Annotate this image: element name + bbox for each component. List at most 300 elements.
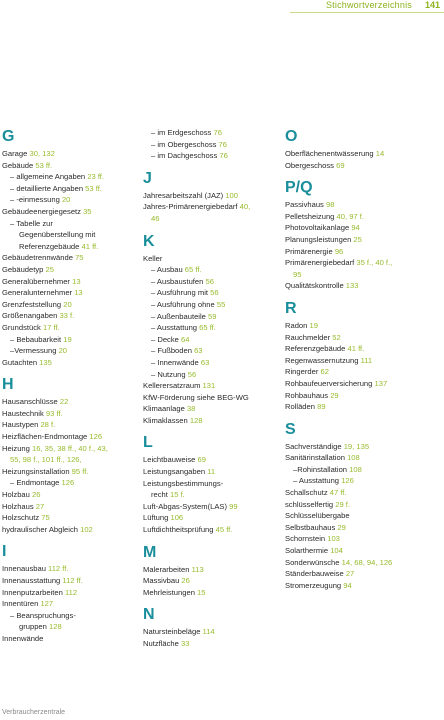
index-page-refs: 59 <box>208 311 217 321</box>
index-term: Größenangaben <box>2 311 58 321</box>
index-term: Massivbau <box>143 576 180 586</box>
index-term: –Rohinstallation <box>293 464 348 474</box>
index-page-refs: 16, 35, 38 ff., 40 f., 43, <box>32 443 108 453</box>
index-entry <box>285 510 420 522</box>
index-entry <box>2 466 137 478</box>
index-entry <box>143 369 278 381</box>
index-term: Referenzgebäude <box>19 241 80 251</box>
index-term: – -einmessung <box>10 195 60 205</box>
index-entry <box>2 183 137 195</box>
index-term: Radon <box>285 320 308 330</box>
index-column-1 <box>2 127 137 645</box>
index-term: Garage <box>2 149 28 158</box>
index-entry <box>2 160 137 172</box>
index-entry <box>2 252 137 264</box>
index-term: Pelletsheizung <box>285 211 335 221</box>
index-term: – Endmontage <box>10 478 60 488</box>
index-entry <box>285 199 420 211</box>
index-entry <box>285 222 420 234</box>
index-page-refs: 65 ff. <box>199 323 216 333</box>
index-page-refs: 137 <box>374 378 388 388</box>
index-entry <box>2 206 137 218</box>
index-term: Holzhaus <box>2 501 34 511</box>
index-entry <box>2 218 137 230</box>
index-entry <box>143 501 278 513</box>
index-term: – Ausbau <box>151 265 183 275</box>
index-entry <box>2 501 137 513</box>
index-entry <box>285 234 420 246</box>
index-term: – Tabelle zur <box>10 218 53 228</box>
index-page-refs: 33 f. <box>59 311 75 321</box>
section-title: Stichwortverzeichnis <box>325 0 412 10</box>
index-page-refs: 19 <box>309 320 318 330</box>
index-term: Gegenüberstellung mit <box>19 230 96 240</box>
index-page-refs: 11 <box>207 467 216 477</box>
index-entry <box>143 403 278 415</box>
index-entry <box>143 380 278 392</box>
index-entry <box>2 396 137 408</box>
index-entry <box>143 454 278 466</box>
index-entry <box>143 575 278 587</box>
index-page-refs: 96 <box>334 246 344 256</box>
index-page-refs: 17 ff. <box>42 322 60 332</box>
index-term: Gebäudeenergiegesetz <box>2 206 81 216</box>
index-page-refs: 133 <box>345 281 359 291</box>
index-term: – im Dachgeschoss <box>151 151 218 161</box>
index-page-refs: 14 <box>375 149 385 158</box>
index-term: – Nutzung <box>151 369 186 379</box>
index-page-refs: 65 ff. <box>184 265 202 275</box>
index-term: Nutzfläche <box>143 639 179 648</box>
index-page-refs: 94 <box>351 223 360 233</box>
index-page-refs: 126 <box>89 432 103 442</box>
index-term: Photovoltaikanlage <box>285 223 350 233</box>
index-letter-heading: P/Q <box>285 179 313 197</box>
index-term: Innenputzarbeiten <box>2 587 63 597</box>
index-entry <box>2 322 137 334</box>
index-entry <box>2 563 137 575</box>
index-page-refs: 135 <box>39 357 52 367</box>
index-page-refs: 53 ff. <box>85 183 102 193</box>
index-entry <box>2 287 137 299</box>
index-term: Rolläden <box>285 402 315 412</box>
index-entry <box>2 299 137 311</box>
index-term: – Bebaubarkeit <box>10 334 62 344</box>
index-page-refs: 62 <box>320 367 329 377</box>
index-page-refs: 40, 97 f. <box>336 211 364 221</box>
index-entry <box>2 357 137 369</box>
index-page-refs: 20 <box>63 299 72 309</box>
index-page-refs: 25 <box>353 234 362 244</box>
index-page-refs: 41 ff. <box>347 344 365 354</box>
index-term: Mehrleistungen <box>143 587 195 597</box>
index-page-refs: 22 <box>59 397 69 407</box>
index-entry <box>2 194 137 206</box>
index-term: – im Erdgeschoss <box>151 128 212 137</box>
index-page-refs: 76 <box>213 128 222 137</box>
index-term: Haustechnik <box>2 408 44 418</box>
index-page-refs: 104 <box>330 546 343 556</box>
index-term: Jahresarbeitszahl (JAZ) <box>143 190 224 200</box>
index-entry <box>143 466 278 478</box>
index-term: – im Obergeschoss <box>151 139 217 149</box>
index-term: Heizung <box>2 443 30 453</box>
index-term: – Decke <box>151 334 179 344</box>
index-page-refs: 103 <box>327 534 340 544</box>
index-entry <box>285 464 420 476</box>
index-page-refs: 126 <box>61 478 75 488</box>
index-term: Grundstück <box>2 322 41 332</box>
index-term: Sachverständige <box>285 441 342 451</box>
index-page-refs: 29 <box>337 522 346 532</box>
index-entry <box>143 150 278 162</box>
index-page-refs: 28 f. <box>40 420 56 430</box>
index-entry <box>285 378 420 390</box>
index-page-refs: 33 <box>181 639 190 648</box>
index-term: Jahres-Primärenergiebedarf <box>143 202 238 212</box>
index-entry <box>143 213 278 225</box>
index-term: Heizflächen-Endmontage <box>2 432 88 442</box>
index-entry <box>143 524 278 536</box>
index-page-refs: 26 <box>32 490 41 500</box>
index-entry <box>285 269 420 281</box>
index-entry <box>285 580 420 592</box>
index-page-refs: 108 <box>349 464 362 474</box>
index-entry <box>143 276 278 288</box>
index-term: Schornstein <box>285 534 326 544</box>
index-entry <box>143 287 278 299</box>
index-page-refs: 75 <box>75 253 84 263</box>
index-page-refs: 29 f. <box>335 499 351 509</box>
index-entry <box>2 598 137 610</box>
index-page-refs: 38 <box>186 404 196 414</box>
index-letter-heading: R <box>285 299 297 317</box>
index-page-refs: 98 <box>325 200 335 210</box>
index-term: Sonderwünsche <box>285 557 340 567</box>
index-term: Lüftung <box>143 513 169 523</box>
index-entry <box>2 148 137 160</box>
index-term: Innenwände <box>2 633 44 643</box>
index-entry <box>285 160 420 172</box>
index-term: Innentüren <box>2 599 39 609</box>
index-entry <box>143 264 278 276</box>
index-entry <box>143 489 278 501</box>
index-entry <box>2 610 137 622</box>
index-page-refs: 27 <box>345 569 355 579</box>
index-entry <box>2 241 137 253</box>
index-entry <box>285 533 420 545</box>
index-entry <box>143 512 278 524</box>
index-page-refs: 56 <box>187 369 197 379</box>
index-page-refs: 127 <box>40 599 54 609</box>
index-entry <box>285 522 420 534</box>
index-entry <box>2 621 137 633</box>
index-column-3 <box>285 127 420 591</box>
index-entry <box>143 478 278 490</box>
index-page-refs: 100 <box>225 190 238 200</box>
index-page-refs: 35 <box>83 206 92 216</box>
index-term: Leichtbauweise <box>143 455 196 465</box>
index-page-refs: 94 <box>343 580 352 590</box>
index-entry <box>143 322 278 334</box>
index-page-refs: 40, <box>239 202 251 212</box>
index-entry <box>143 564 278 576</box>
index-entry <box>285 320 420 332</box>
index-page-refs: 112 ff. <box>48 564 69 574</box>
index-entry <box>2 575 137 587</box>
index-page-refs: 23 ff. <box>87 172 105 182</box>
index-entry <box>2 171 137 183</box>
index-letter-heading: K <box>143 232 155 250</box>
index-entry <box>285 257 420 269</box>
index-page-refs: 89 <box>317 402 326 412</box>
index-term: – Ausstattung <box>293 476 340 486</box>
index-entry <box>285 343 420 355</box>
index-entry <box>285 211 420 223</box>
index-entry <box>2 264 137 276</box>
index-entry <box>285 246 420 258</box>
index-page-refs: 76 <box>218 139 227 149</box>
index-entry <box>143 201 278 213</box>
index-entry <box>2 489 137 501</box>
index-page-refs: 19, 135 <box>343 441 370 451</box>
index-term: –Vermessung <box>10 346 57 356</box>
index-page-refs: 56 <box>205 276 214 286</box>
index-page-refs: 131 <box>202 381 216 391</box>
index-term: Gebäudetyp <box>2 264 44 274</box>
index-term: – Ausbaustufen <box>151 276 204 286</box>
index-entry <box>143 334 278 346</box>
index-page-refs: 13 <box>72 276 81 286</box>
index-page-refs: 30, 132 <box>29 149 55 158</box>
index-page-refs: 29 <box>330 390 339 400</box>
index-page-refs: 15 <box>197 587 206 597</box>
index-entry <box>2 633 137 645</box>
index-page-refs: 41 ff. <box>81 241 99 251</box>
index-term: – Innenwände <box>151 357 199 367</box>
index-term: Natursteinbeläge <box>143 627 201 637</box>
index-page-refs: 69 <box>336 160 345 170</box>
index-term: Holzschutz <box>2 513 40 523</box>
index-entry <box>143 638 278 650</box>
index-page-refs: 95 ff. <box>71 466 89 476</box>
index-entry <box>143 587 278 599</box>
index-term: – Ausführung ohne <box>151 299 215 309</box>
index-term: Regenwassernutzung <box>285 355 359 365</box>
index-term: – Ausstattung <box>151 323 198 333</box>
index-page-refs: 35 f., 40 f., <box>356 258 393 268</box>
index-term: Kellerersatzraum <box>143 381 201 391</box>
index-term: recht <box>151 490 168 500</box>
index-page-refs: 20 <box>61 195 71 205</box>
index-letter-heading: S <box>285 420 296 438</box>
index-term: Rauchmelder <box>285 332 331 342</box>
index-term: Primärenergiebedarf <box>285 258 355 268</box>
index-entry <box>2 310 137 322</box>
index-page-refs: 75 <box>41 513 50 523</box>
index-page-refs: 126 <box>341 476 354 486</box>
index-term: Klimaklassen <box>143 415 188 425</box>
index-term: Schlüsselübergabe <box>285 511 350 521</box>
index-letter-heading: L <box>143 434 153 452</box>
index-entry <box>285 568 420 580</box>
index-page-refs: 93 ff. <box>45 408 63 418</box>
index-entry <box>143 415 278 427</box>
index-page-refs: 111 <box>360 355 373 365</box>
index-term: Gebäude <box>2 160 34 170</box>
index-page-refs: 25 <box>45 264 54 274</box>
index-page-refs: 102 <box>80 524 93 534</box>
index-entry <box>143 253 278 265</box>
index-term: – Außenbauteile <box>151 311 206 321</box>
index-term: Ständerbauweise <box>285 569 344 579</box>
index-entry <box>2 419 137 431</box>
index-page-refs: 108 <box>347 453 360 463</box>
index-entry <box>285 557 420 569</box>
index-page-refs: 112 <box>64 587 78 597</box>
header-rule <box>290 12 444 13</box>
index-term: – allgemeine Angaben <box>10 172 86 182</box>
index-letter-heading: I <box>2 543 7 561</box>
index-entry <box>2 443 137 455</box>
index-page-refs: 95 <box>293 269 302 279</box>
index-term: Klimaanlage <box>143 404 185 414</box>
index-column-2 <box>143 127 278 650</box>
index-term: hydraulischer Abgleich <box>2 524 78 534</box>
index-entry <box>143 626 278 638</box>
index-page-refs: 106 <box>170 513 184 523</box>
index-page-refs: 20 <box>58 346 68 356</box>
index-term: Luft-Abgas-System(LAS) <box>143 501 227 511</box>
index-term: Stromerzeugung <box>285 580 342 590</box>
index-page-refs: 114 <box>202 627 215 637</box>
index-page-refs: 15 f. <box>170 490 185 500</box>
index-term: Luftdichtheitsprüfung <box>143 525 214 535</box>
index-page-refs: 128 <box>49 622 62 632</box>
index-entry <box>143 357 278 369</box>
index-term: Oberflächenentwässerung <box>285 149 374 158</box>
index-term: Generalübernehmer <box>2 276 70 286</box>
index-term: Planungsleistungen <box>285 234 352 244</box>
index-entry <box>2 229 137 241</box>
index-term: Rohbauhaus <box>285 390 329 400</box>
index-page-refs: 63 <box>194 346 203 356</box>
index-term: Innenausbau <box>2 564 46 574</box>
index-entry <box>2 454 137 466</box>
index-page-refs: 52 <box>332 332 341 342</box>
index-entry <box>2 512 137 524</box>
index-term: Rohbaufeuerversicherung <box>285 378 373 388</box>
index-page-refs: 55 <box>216 299 226 309</box>
index-letter-heading: H <box>2 376 14 394</box>
footer-publisher: Verbraucherzentrale <box>2 709 66 716</box>
index-term: – Beanspruchungs- <box>10 610 76 620</box>
index-entry <box>2 276 137 288</box>
index-term: – Ausführung mit <box>151 288 208 298</box>
index-term: – detaillierte Angaben <box>10 183 84 193</box>
index-term: Keller <box>143 253 163 263</box>
index-term: Haustypen <box>2 420 39 430</box>
index-page-refs: 46 <box>151 213 160 223</box>
index-term: – Fußboden <box>151 346 192 356</box>
index-page-refs: 55, 98 f., 101 ff., 126, <box>10 455 82 465</box>
index-page-refs: 69 <box>197 455 206 465</box>
index-term: Ringerder <box>285 367 319 377</box>
index-page-refs: 13 <box>74 288 83 298</box>
index-entry <box>285 475 420 487</box>
index-page-refs: 53 ff. <box>35 160 53 170</box>
index-term: gruppen <box>19 622 47 632</box>
index-page-refs: 45 ff. <box>215 525 233 535</box>
index-term: Generalunternehmer <box>2 288 73 298</box>
index-term: Holzbau <box>2 490 30 500</box>
index-term: Selbstbauhaus <box>285 522 336 532</box>
index-entry <box>143 127 278 139</box>
index-entry <box>2 334 137 346</box>
index-term: Malerarbeiten <box>143 564 190 574</box>
index-entry <box>2 345 137 357</box>
index-entry <box>285 499 420 511</box>
index-entry <box>2 431 137 443</box>
index-term: Schallschutz <box>285 488 328 498</box>
index-term: Leistungsangaben <box>143 467 206 477</box>
index-page-refs: 128 <box>189 415 203 425</box>
index-term: KfW-Förderung siehe BEG-WG <box>143 392 249 402</box>
index-entry <box>285 390 420 402</box>
index-entry <box>285 487 420 499</box>
page-header <box>0 0 444 13</box>
index-entry <box>285 366 420 378</box>
index-term: Qualitätskontrolle <box>285 281 344 291</box>
index-letter-heading: N <box>143 606 155 624</box>
index-page-refs: 27 <box>35 501 45 511</box>
index-term: Heizungsinstallation <box>2 466 70 476</box>
index-entry <box>143 190 278 202</box>
index-entry <box>285 441 420 453</box>
index-page-refs: 76 <box>219 151 228 161</box>
index-entry <box>143 392 278 404</box>
index-term: Gutachten <box>2 357 38 367</box>
index-entry <box>2 408 137 420</box>
index-term: Passivhaus <box>285 200 324 210</box>
index-page-refs: 19 <box>63 334 72 344</box>
index-term: Obergeschoss <box>285 160 334 170</box>
index-entry <box>143 299 278 311</box>
page-number: 141 <box>424 0 440 10</box>
index-entry <box>285 452 420 464</box>
index-letter-heading: G <box>2 128 15 145</box>
index-page-refs: 113 <box>191 564 204 574</box>
index-term: Gebäudetrennwände <box>2 253 73 263</box>
index-entry <box>2 477 137 489</box>
index-page-refs: 99 <box>229 501 238 511</box>
index-term: Hausanschlüsse <box>2 397 58 407</box>
index-entry <box>285 401 420 413</box>
index-letter-heading: O <box>285 128 298 145</box>
index-page-refs: 47 ff. <box>329 488 347 498</box>
index-entry <box>285 332 420 344</box>
index-term: Leistungsbestimmungs- <box>143 478 224 488</box>
index-entry <box>285 545 420 557</box>
index-term: Primärenergie <box>285 246 333 256</box>
index-entry <box>285 148 420 160</box>
index-page-refs: 26 <box>181 576 190 586</box>
index-term: schlüsselfertig <box>285 499 334 509</box>
index-entry <box>2 524 137 536</box>
index-letter-heading: J <box>143 169 152 187</box>
index-entry <box>2 587 137 599</box>
index-page-refs: 14, 68, 94, 126 <box>341 557 393 567</box>
